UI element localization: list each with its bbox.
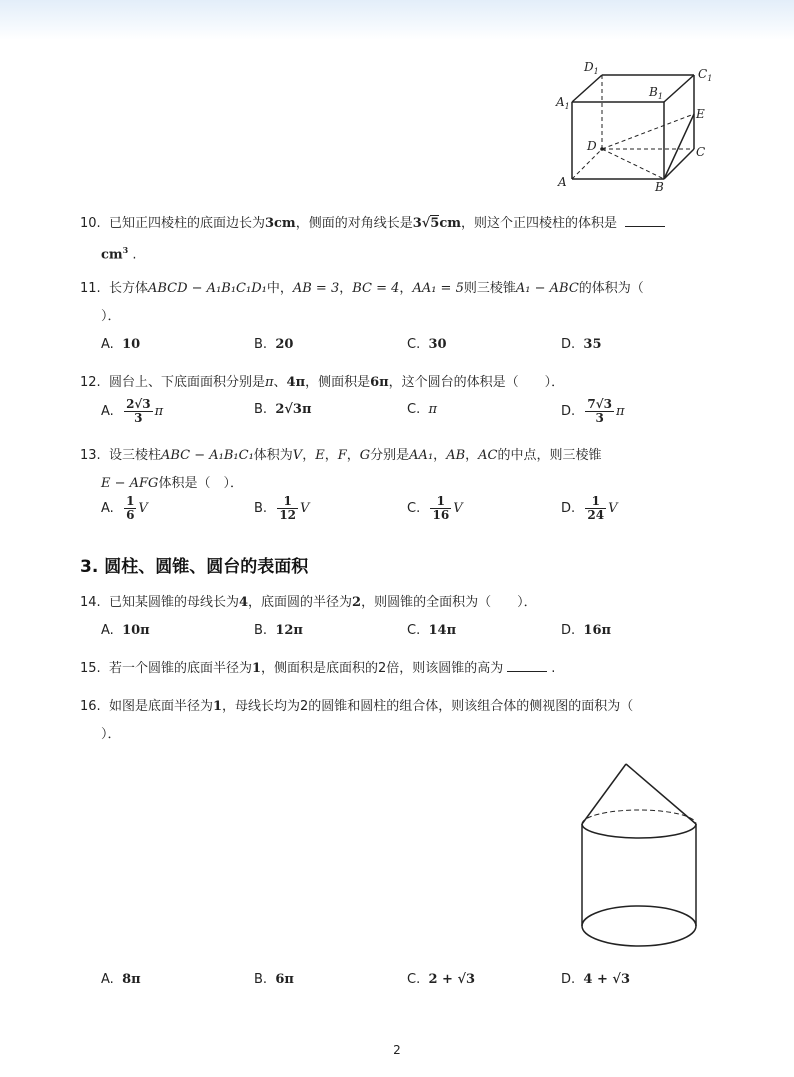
- label-D1: $D_1$: [584, 60, 599, 76]
- option-d[interactable]: D. 16π: [561, 623, 612, 638]
- option-a[interactable]: A. $\frac{1}{6}$ V: [101, 494, 148, 522]
- option-d[interactable]: D. $\frac{7√3}{3}$ π: [561, 397, 625, 425]
- section-title: 3. 圆柱、圆锥、圆台的表面积: [80, 557, 309, 577]
- option-c[interactable]: C. $\frac{1}{16}$ V: [407, 494, 463, 522]
- question-11: 11. 长方体ABCD − A₁B₁C₁D₁中，AB = 3，BC = 4，AA₁ = 5则三棱锥A₁ − ABC的体积为（: [80, 281, 644, 296]
- option-d[interactable]: D. 35: [561, 337, 602, 352]
- question-11-cont: ）．: [101, 309, 121, 324]
- option-b[interactable]: B. $\frac{1}{12}$ V: [254, 494, 310, 522]
- option-d[interactable]: D. 4 + √3: [561, 972, 631, 987]
- question-12: 12. 圆台上、下底面面积分别是π、4π，侧面积是6π，这个圆台的体积是（ ）．: [80, 375, 565, 390]
- label-B1: $B_1$: [649, 85, 663, 101]
- option-b[interactable]: B. 12π: [254, 623, 303, 638]
- label-A: A: [558, 175, 567, 189]
- label-C: C: [696, 145, 706, 159]
- option-b[interactable]: B. 20: [254, 337, 294, 352]
- answer-blank[interactable]: [625, 214, 665, 227]
- option-b[interactable]: B. 6π: [254, 972, 294, 987]
- cube-figure: [548, 56, 718, 198]
- question-15: 15. 若一个圆锥的底面半径为1，侧面积是底面积的2倍，则该圆锥的高为 .: [80, 661, 556, 676]
- answer-blank[interactable]: [507, 659, 547, 672]
- label-C1: $C_1$: [698, 67, 713, 83]
- question-13-cont: E − AFG体积是（ ）．: [101, 476, 243, 491]
- option-d[interactable]: D. $\frac{1}{24}$ V: [561, 494, 618, 522]
- question-16: 16. 如图是底面半径为1，母线长均为2的圆锥和圆柱的组合体，则该组合体的侧视图的面积为（: [80, 699, 634, 714]
- question-number: 10.: [80, 216, 101, 231]
- question-13: 13. 设三棱柱ABC − A₁B₁C₁体积为V，E，F，G分别是AA₁，AB，AC的中点，则三棱锥: [80, 448, 602, 463]
- option-c[interactable]: C. 30: [407, 337, 447, 352]
- label-B: B: [655, 180, 664, 194]
- label-E: E: [696, 107, 705, 121]
- label-D: D: [587, 139, 597, 153]
- question-10-cont: $cm^3$ .: [101, 245, 137, 263]
- question-16-cont: ）．: [101, 727, 121, 742]
- label-A1: $A_1$: [556, 95, 570, 111]
- option-a[interactable]: A. 8π: [101, 972, 141, 987]
- page-number: 2: [393, 1043, 401, 1057]
- question-10: 10. 已知正四棱柱的底面边长为3cm，侧面的对角线长是3√5cm，则这个正四棱柱的体积是: [80, 214, 700, 234]
- header-band: [0, 0, 794, 40]
- option-a[interactable]: A. 10π: [101, 623, 150, 638]
- option-a[interactable]: A. 10: [101, 337, 141, 352]
- option-c[interactable]: C. 2 + √3: [407, 972, 476, 987]
- option-c[interactable]: C. 14π: [407, 623, 457, 638]
- option-b[interactable]: B. 2√3π: [254, 402, 312, 417]
- option-a[interactable]: A. $\frac{2√3}{3}$ π: [101, 397, 164, 425]
- question-14: 14. 已知某圆锥的母线长为4，底面圆的半径为2，则圆锥的全面积为（ ）．: [80, 595, 537, 610]
- cone-cylinder-figure: [570, 758, 710, 958]
- option-c[interactable]: C. π: [407, 402, 438, 417]
